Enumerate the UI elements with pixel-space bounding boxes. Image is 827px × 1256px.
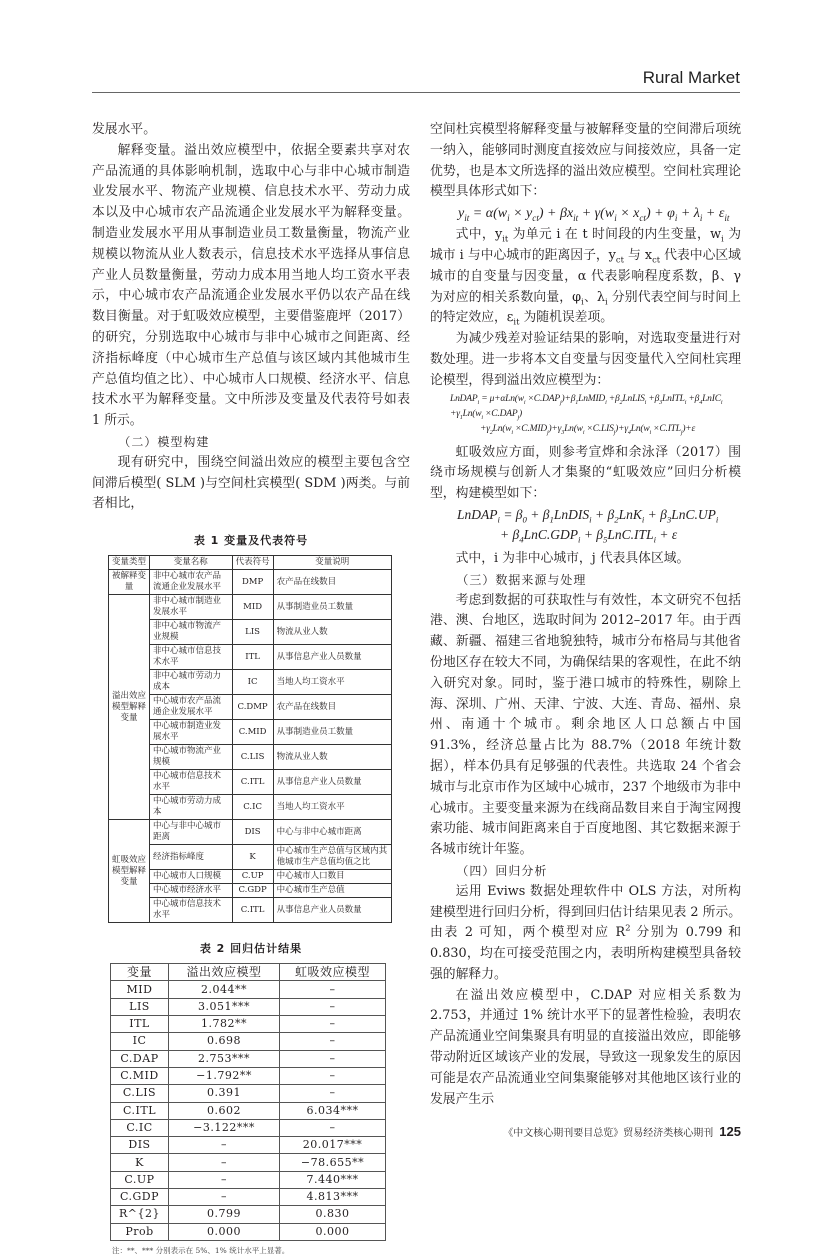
table-row bbox=[109, 670, 392, 695]
spillover-value-cell: 0.698 bbox=[169, 1033, 280, 1050]
symbol-cell: C.ITL bbox=[232, 898, 273, 923]
description-cell: 中心城市人口数目 bbox=[273, 870, 391, 884]
spillover-value-cell: – bbox=[169, 1171, 280, 1188]
table-row bbox=[111, 1067, 386, 1084]
symbol-cell: C.DMP bbox=[232, 695, 273, 720]
paragraph: 运用 Eviws 数据处理软件中 OLS 方法，对所构建模型进行回归分析，得到回归估计结果见表 2 所示。由表 2 可知，两个模型对应 $R^2$ 分别为 0.799 和 0.830，均在可接受范围之内，表明所构建模型具备较强的解释力。 bbox=[430, 883, 742, 982]
siphon-value-cell: – bbox=[280, 1085, 386, 1102]
symbol-cell: C.UP bbox=[232, 870, 273, 884]
table-row bbox=[111, 1223, 386, 1240]
paragraph: 解释变量。溢出效应模型中，依据全要素共享对农产品流通的具体影响机制，选取中心与非中心城市制造业发展水平、物流产业规模、信息技术水平、劳动力成本以及中心城市农产品流通企业发展水平为解释变量。制造业发展水平用从事制造业员工数量衡量，物流产业规模以物流从业人数表示，信息技术水平选择从事信息产业人员数量衡量，劳动力成本用当地人均工资水平表示，中心城市农产品流通企业发展水平仍以农产品在线数目衡量。对于虹吸效应模型，主要借鉴鹿坪（2017）的研究，分别选取中心城市与非中心城市之间距离、经济指标峰度（中心城市生产总值与该区域内其他城市生产总值均值之比）、中心城市人口规模、经济水平、信息技术水平为解释变量。文中所涉及变量及代表符号如表 1 所示。 bbox=[92, 142, 410, 429]
table2-note: 注：**、*** 分别表示在 5%、1% 统计水平上显著。 bbox=[112, 1245, 290, 1255]
variable-cell: C.ITL bbox=[111, 1102, 169, 1119]
variable-cell: C.DAP bbox=[111, 1050, 169, 1067]
description-cell: 从事制造业员工数量 bbox=[273, 595, 391, 620]
spillover-value-cell: −3.122*** bbox=[169, 1119, 280, 1136]
right-column bbox=[430, 120, 741, 1142]
table-row bbox=[109, 845, 392, 870]
variable-cell: LIS bbox=[111, 998, 169, 1015]
siphon-value-cell: – bbox=[280, 1119, 386, 1136]
paragraph: 为减少残差对验证结果的影响，对选取变量进行对数处理。进一步将本文自变量与因变量代入空间杜宾理论模型，得到溢出效应模型为： bbox=[430, 331, 741, 388]
siphon-value-cell: – bbox=[280, 998, 386, 1015]
variable-name-cell: 非中心城市农产品流通企业发展水平 bbox=[150, 570, 233, 595]
variables-table bbox=[108, 555, 392, 923]
description-cell: 农产品在线数目 bbox=[273, 695, 391, 720]
variable-type-cell: 溢出效应模型解释变量 bbox=[109, 595, 150, 820]
table-header-row bbox=[111, 964, 386, 981]
symbol-cell: C.GDP bbox=[232, 884, 273, 898]
paragraph: 现有研究中，围绕空间溢出效应的模型主要包含空间滞后模型( SLM )与空间杜宾模型( SDM )两类。与前者相比， bbox=[92, 454, 410, 512]
variable-name-cell: 非中心城市信息技术水平 bbox=[150, 645, 233, 670]
variable-name-cell: 中心城市信息技术水平 bbox=[150, 898, 233, 923]
spillover-value-cell: – bbox=[169, 1137, 280, 1154]
table-row bbox=[111, 981, 386, 998]
table-row bbox=[111, 1016, 386, 1033]
table-row bbox=[109, 570, 392, 595]
paragraph: 式中，i 为非中心城市，j 代表具体区域。 bbox=[455, 550, 690, 566]
siphon-value-cell: 0.000 bbox=[280, 1223, 386, 1240]
siphon-value-cell: – bbox=[280, 1033, 386, 1050]
variable-cell: C.LIS bbox=[111, 1085, 169, 1102]
variable-cell: ITL bbox=[111, 1016, 169, 1033]
spillover-value-cell: −1.792** bbox=[169, 1067, 280, 1084]
paragraph: 式中，$y_{it}$ 为单元 i 在 t 时间段的内生变量，$w_i$ 为城市 i 与中心城市的距离因子，$y_{ct}$ 与 $x_{ct}$ 代表中心区域城市的自变量与因变量，α 代表影响程度系数，β、γ 为对应的相关系数向量，$\varphi_i$、$\lambda_i$ 分别代表空间与时间上的特定效应，$\varepsilon_{it}$ 为随机误差项。 bbox=[430, 227, 741, 327]
siphon-value-cell: – bbox=[280, 1016, 386, 1033]
table-row bbox=[111, 1189, 386, 1206]
symbol-cell: MID bbox=[232, 595, 273, 620]
spillover-value-cell: 0.602 bbox=[169, 1102, 280, 1119]
table-row bbox=[109, 820, 392, 845]
table-row bbox=[111, 1033, 386, 1050]
table-row bbox=[111, 1050, 386, 1067]
description-cell: 物流从业人数 bbox=[273, 620, 391, 645]
column-header: 代表符号 bbox=[232, 556, 273, 570]
description-cell: 从事制造业员工数量 bbox=[273, 720, 391, 745]
table-row bbox=[111, 1102, 386, 1119]
table2-title: 表 2 回归估计结果 bbox=[199, 942, 303, 956]
variable-name-cell: 经济指标峰度 bbox=[150, 845, 233, 870]
variable-name-cell: 中心与非中心城市距离 bbox=[150, 820, 233, 845]
formula-siphon-line2: + $\beta_4LnC.GDP_i + \beta_5LnC.ITL_i + \varepsilon$ bbox=[500, 526, 678, 545]
variable-cell: K bbox=[111, 1154, 169, 1171]
variable-type-cell: 被解释变量 bbox=[109, 570, 150, 595]
table-row bbox=[109, 645, 392, 670]
page-number: 125 bbox=[719, 1124, 741, 1140]
spillover-value-cell: 1.782** bbox=[169, 1016, 280, 1033]
column-header: 虹吸效应模型 bbox=[280, 964, 386, 981]
variable-cell: C.IC bbox=[111, 1119, 169, 1136]
description-cell: 中心城市生产总值 bbox=[273, 884, 391, 898]
siphon-value-cell: 4.813*** bbox=[280, 1189, 386, 1206]
variable-name-cell: 非中心城市制造业发展水平 bbox=[150, 595, 233, 620]
table-header-row bbox=[109, 556, 392, 570]
table1-title: 表 1 变量及代表符号 bbox=[193, 534, 309, 548]
paragraph: 虹吸效应方面，则参考宣烨和余泳泽（2017）围绕市场规模与创新人才集聚的“虹吸效应”回归分析模型，构建模型如下： bbox=[430, 444, 741, 502]
table-row bbox=[111, 1171, 386, 1188]
spillover-value-cell: – bbox=[169, 1154, 280, 1171]
table-row bbox=[111, 1206, 386, 1223]
paragraph: 考虑到数据的可获取性与有效性，本文研究不包括港、澳、台地区，选取时间为 2012–2017 年。由于西藏、新疆、福建三省地貌独特，城市分布格局与其他省份地区存在较大不同，为确保结果的客观性，在此不纳入研究对象。同时，鉴于港口城市的特殊性，剔除上海、深圳、广州、天津、宁波、大连、青岛、福州、泉州、南通十个城市。剩余地区人口总额占中国 91.3%，经济总量占比为 88.7%（2018 年统计数据），样本仍具有足够强的代表性。共选取 24 个省会城市与北京市作为区域中心城市，237 个地级市为非中心城市。主要变量来源为在线商品数目来自于淘宝网搜索功能、城市间距离来自于百度地图、其它数据来源于各城市统计年鉴。 bbox=[430, 592, 741, 858]
spillover-value-cell: 0.391 bbox=[169, 1085, 280, 1102]
journal-section-title: Rural Market bbox=[642, 68, 740, 87]
column-header: 变量 bbox=[111, 964, 169, 981]
column-header: 变量说明 bbox=[273, 556, 391, 570]
variable-cell: R^{2} bbox=[111, 1206, 169, 1223]
variable-name-cell: 非中心城市劳动力成本 bbox=[150, 670, 233, 695]
table-row bbox=[111, 1137, 386, 1154]
column-header: 变量名称 bbox=[150, 556, 233, 570]
variable-name-cell: 中心城市信息技术水平 bbox=[150, 770, 233, 795]
spillover-value-cell: 0.799 bbox=[169, 1206, 280, 1223]
description-cell: 当地人均工资水平 bbox=[273, 670, 391, 695]
variable-name-cell: 中心城市物流产业规模 bbox=[150, 745, 233, 770]
description-cell: 从事信息产业人员数量 bbox=[273, 645, 391, 670]
description-cell: 从事信息产业人员数量 bbox=[273, 898, 391, 923]
siphon-value-cell: – bbox=[280, 981, 386, 998]
variable-cell: C.UP bbox=[111, 1171, 169, 1188]
symbol-cell: C.LIS bbox=[232, 745, 273, 770]
table-row bbox=[111, 998, 386, 1015]
formula-sdm: $y_{it} = \alpha(w_i \times y_{ct}) + \beta x_{it} + \gamma(w_i \times x_{ct}) + \varphi_i + \lambda_i + \varepsilon_{it}$ bbox=[458, 206, 730, 223]
symbol-cell: LIS bbox=[232, 620, 273, 645]
variable-cell: C.MID bbox=[111, 1067, 169, 1084]
variable-name-cell: 非中心城市物流产业规模 bbox=[150, 620, 233, 645]
symbol-cell: C.MID bbox=[232, 720, 273, 745]
variable-name-cell: 中心城市劳动力成本 bbox=[150, 795, 233, 820]
paragraph: 发展水平。 bbox=[92, 122, 156, 137]
formula-siphon-line1: LnDAP$_i$ = $\beta_0$ + $\beta_1LnDIS_i + \beta_2LnK_i + \beta_3LnC.UP_i$ bbox=[457, 506, 719, 525]
paragraph: 空间杜宾模型将解释变量与被解释变量的空间滞后项统一纳入，能够同时测度直接效应与间接效应，具备一定优势，也是本文所选择的溢出效应模型。空间杜宾理论模型具体形式如下： bbox=[430, 122, 741, 200]
symbol-cell: C.ITL bbox=[232, 770, 273, 795]
variable-cell: DIS bbox=[111, 1137, 169, 1154]
table-row bbox=[109, 745, 392, 770]
variable-cell: MID bbox=[111, 981, 169, 998]
variable-name-cell: 中心城市人口规模 bbox=[150, 870, 233, 884]
symbol-cell: C.IC bbox=[232, 795, 273, 820]
description-cell: 从事信息产业人员数量 bbox=[273, 770, 391, 795]
table-row bbox=[111, 1154, 386, 1171]
spillover-value-cell: – bbox=[169, 1189, 280, 1206]
symbol-cell: K bbox=[232, 845, 273, 870]
description-cell: 物流从业人数 bbox=[273, 745, 391, 770]
table-row bbox=[109, 898, 392, 923]
table-row bbox=[109, 695, 392, 720]
formula-spillover-line1: LnDAP$_i$ = $\mu+\alpha Ln(w_i$ $\times C.DAP_j)+\beta_1LnMID_i$ $+\beta_2LnLIS_i$ $+\beta_3LnITL_i$ $+\beta_4LnIC_i +\gamma_1Ln(w_i \times C.DAP_j)$ bbox=[450, 393, 723, 421]
description-cell: 中心与非中心城市距离 bbox=[273, 820, 391, 845]
regression-results-table bbox=[110, 963, 386, 1241]
siphon-value-cell: 0.830 bbox=[280, 1206, 386, 1223]
description-cell: 农产品在线数目 bbox=[273, 570, 391, 595]
page-footer bbox=[430, 1124, 741, 1142]
siphon-value-cell: 7.440*** bbox=[280, 1171, 386, 1188]
table-row bbox=[109, 770, 392, 795]
siphon-value-cell: 6.034*** bbox=[280, 1102, 386, 1119]
variable-name-cell: 中心城市经济水平 bbox=[150, 884, 233, 898]
spillover-value-cell: 2.753*** bbox=[169, 1050, 280, 1067]
siphon-value-cell: – bbox=[280, 1050, 386, 1067]
paragraph: 在溢出效应模型中，C.DAP 对应相关系数为 2.753，并通过 1% 统计水平下的显著性检验，表明农产品流通业空间集聚具有明显的直接溢出效应，即能够带动附近区域该产业的发展，导致这一现象发生的原因可能是农产品流通业空间集聚能够对其他地区该行业的发展产生示 bbox=[430, 987, 741, 1107]
siphon-value-cell: −78.655** bbox=[280, 1154, 386, 1171]
table-row bbox=[109, 795, 392, 820]
table-row bbox=[109, 870, 392, 884]
description-cell: 当地人均工资水平 bbox=[273, 795, 391, 820]
spillover-value-cell: 2.044** bbox=[169, 981, 280, 998]
section-heading: （二）模型构建 bbox=[118, 434, 210, 449]
table-row bbox=[111, 1119, 386, 1136]
table-row bbox=[109, 595, 392, 620]
column-header: 溢出效应模型 bbox=[169, 964, 280, 981]
spillover-value-cell: 0.000 bbox=[169, 1223, 280, 1240]
column-header: 变量类型 bbox=[109, 556, 150, 570]
symbol-cell: IC bbox=[232, 670, 273, 695]
table-row bbox=[109, 720, 392, 745]
left-column bbox=[92, 120, 410, 1256]
variable-cell: IC bbox=[111, 1033, 169, 1050]
spillover-value-cell: 3.051*** bbox=[169, 998, 280, 1015]
section-heading: （三）数据来源与处理 bbox=[456, 572, 587, 587]
symbol-cell: DMP bbox=[232, 570, 273, 595]
variable-cell: Prob bbox=[111, 1223, 169, 1240]
siphon-value-cell: 20.017*** bbox=[280, 1137, 386, 1154]
running-header bbox=[92, 66, 740, 93]
description-cell: 中心城市生产总值与区域内其他城市生产总值均值之比 bbox=[273, 845, 391, 870]
section-heading: （四）回归分析 bbox=[456, 863, 548, 878]
symbol-cell: DIS bbox=[232, 820, 273, 845]
symbol-cell: ITL bbox=[232, 645, 273, 670]
variable-name-cell: 中心城市制造业发展水平 bbox=[150, 720, 233, 745]
footer-journal: 《中文核心期刊要目总览》贸易经济类核心期刊 bbox=[503, 1128, 714, 1140]
siphon-value-cell: – bbox=[280, 1067, 386, 1084]
formula-spillover-line2: $+\gamma_2Ln(w_i \times C.MID_j)+\gamma_3Ln(w_i \times C.LIS_j)+\gamma_4Ln(w_i \times C.ITL_j)+\varepsilon$ bbox=[480, 423, 696, 436]
table-row bbox=[109, 620, 392, 645]
variable-cell: C.GDP bbox=[111, 1189, 169, 1206]
table-row bbox=[109, 884, 392, 898]
table-row bbox=[111, 1085, 386, 1102]
variable-type-cell: 虹吸效应模型解释变量 bbox=[109, 820, 150, 923]
variable-name-cell: 中心城市农产品流通企业发展水平 bbox=[150, 695, 233, 720]
